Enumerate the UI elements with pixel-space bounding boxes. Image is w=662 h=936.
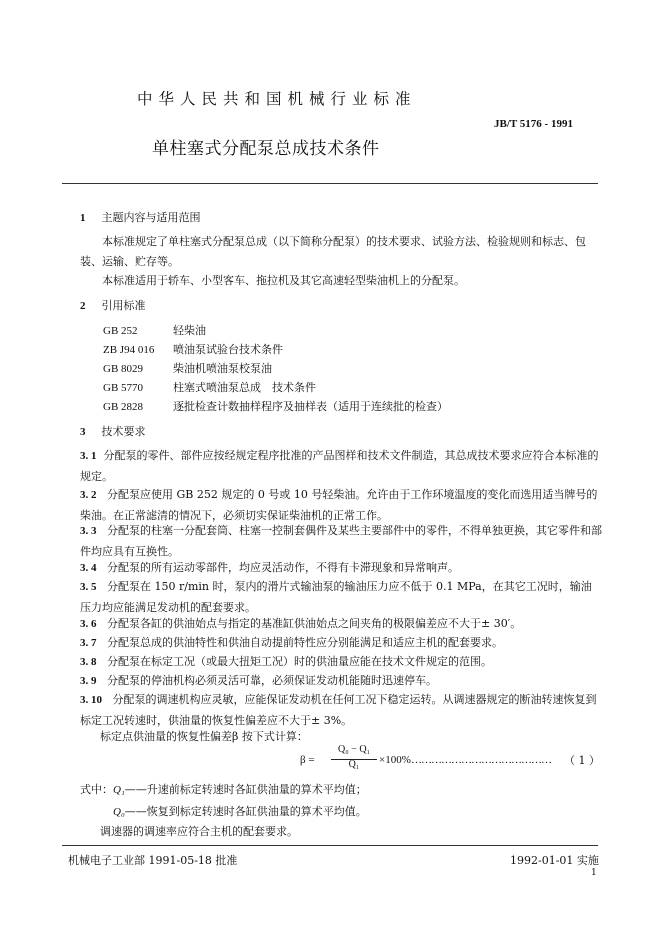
section-number: 1 [80, 212, 86, 224]
footer-divider [62, 845, 598, 846]
clause-3-3 [80, 521, 602, 561]
equation-number: （ 1 ） [564, 754, 600, 767]
formula-lhs: β = [300, 754, 315, 766]
section-1-paragraph-1: 本标准规定了单柱塞式分配泵总成（以下简称分配泵）的技术要求、试验方法、检验规则和标志、包装、运输、贮存等。 [80, 235, 586, 268]
standard-category-heading: 中华人民共和国机械行业标准 [137, 90, 417, 108]
clause-number: 3. 3 [80, 525, 97, 537]
where-line-1 [80, 780, 367, 800]
clause-text: 分配泵的停油机构必须灵活可靠，必须保证发动机能随时迅速停车。 [107, 674, 437, 687]
symbol-description: ——升速前标定转速时各缸供油量的算术平均值； [124, 783, 367, 796]
section-title: 主题内容与适用范围 [101, 211, 201, 224]
clause-text: 分配泵在标定工况（或最大扭矩工况）时的供油量应能在技术文件规定的范围。 [107, 655, 492, 668]
reference-item [103, 379, 316, 395]
document-title: 单柱塞式分配泵总成技术条件 [152, 139, 380, 159]
clause-3-8 [80, 652, 602, 673]
reference-title: 轻柴油 [173, 324, 206, 337]
clause-text: 分配泵的所有运动零部件，均应灵活动作，不得有卡滞现象和异常响声。 [107, 561, 459, 574]
section-2-heading [80, 297, 146, 313]
clause-text: 分配泵应使用 GB 252 规定的 0 号或 10 号轻柴油。允许由于工作环境温度的变化而选用适当牌号的柴油。在正常滤清的情况下，必须切实保证柴油机的正常工作。 [80, 488, 598, 522]
reference-item [103, 322, 206, 338]
effective-date: 1992-01-01 实施 [510, 854, 599, 867]
reference-code: ZB J94 016 [103, 344, 155, 356]
clause-3-7 [80, 633, 602, 654]
clause-text: 分配泵的柱塞一分配套筒、柱塞一控制套偶件及某些主要部件中的零件，不得单独更换，其它零件和部件均应具有互换性。 [80, 524, 602, 558]
clause-text: 分配泵各缸的供油始点与指定的基准缸供油始点之间夹角的极限偏差应不大于± 30′。 [107, 617, 522, 630]
section-number: 3 [80, 426, 86, 438]
clause-text: 分配泵总成的供油特性和供油自动提前特性应分别能满足和适应主机的配套要求。 [107, 636, 503, 649]
clause-text: 分配泵的调速机构应灵敏，应能保证发动机在任何工况下稳定运转。从调速器规定的断油转速恢复到标定工况转速时，供油量的恢复性偏差应不大于± 3%。 [80, 693, 597, 727]
reference-title: 柱塞式喷油泵总成 技术条件 [173, 381, 316, 394]
formula-leader-dots: …………………………………… [411, 754, 551, 766]
symbol: Q₁ [113, 784, 125, 796]
page-number: 1 [591, 868, 597, 878]
closing-statement: 调速器的调速率应符合主机的配套要求。 [100, 825, 298, 838]
reference-item [103, 360, 272, 376]
formula-fraction [331, 744, 377, 770]
clause-3-5 [80, 577, 602, 617]
section-1-paragraph-2: 本标准适用于轿车、小型客车、拖拉机及其它高速轻型柴油机上的分配泵。 [102, 274, 465, 287]
section-1-heading [80, 209, 201, 225]
reference-title: 柴油机喷油泵校泵油 [173, 362, 272, 375]
header-divider [62, 183, 598, 184]
section-number: 2 [80, 300, 86, 312]
clause-number: 3. 10 [80, 694, 102, 706]
reference-title: 喷油泵试验台技术条件 [173, 343, 283, 356]
clause-number: 3. 8 [80, 656, 97, 668]
section-title: 技术要求 [101, 425, 146, 438]
formula-denominator: Q₁ [348, 759, 360, 770]
clause-text: 分配泵的零件、部件应按经规定程序批准的产品图样和技术文件制造，其总成技术要求应符合本标准的规定。 [80, 449, 599, 483]
approval-line: 机械电子工业部 1991-05-18 批准 [68, 854, 238, 867]
standard-number: JB/T 5176 - 1991 [494, 118, 573, 130]
clause-number: 3. 2 [80, 489, 97, 501]
formula-factor: ×100% [379, 754, 411, 766]
clause-3-2 [80, 485, 602, 525]
reference-code: GB 8029 [103, 363, 144, 375]
reference-title: 逐批检查计数抽样程序及抽样表（适用于连续批的检查） [173, 400, 448, 413]
fraction-bar [331, 759, 377, 760]
where-line-2 [113, 802, 367, 822]
reference-code: GB 2828 [103, 401, 144, 413]
clause-number: 3. 6 [80, 618, 97, 630]
formula-intro: 标定点供油量的恢复性偏差β 按下式计算： [100, 730, 308, 743]
formula-numerator: Q₀ − Q₁ [337, 744, 371, 755]
reference-item [103, 398, 448, 414]
clause-3-1 [80, 446, 602, 486]
clause-number: 3. 1 [80, 450, 97, 462]
clause-number: 3. 5 [80, 581, 97, 593]
clause-number: 3. 7 [80, 637, 97, 649]
section-title: 引用标准 [101, 299, 146, 312]
clause-3-9 [80, 671, 602, 692]
clause-3-6 [80, 614, 602, 635]
clause-number: 3. 9 [80, 675, 97, 687]
clause-3-4 [80, 558, 602, 579]
where-label: 式中： [80, 783, 113, 796]
reference-code: GB 252 [103, 325, 138, 337]
section-3-heading [80, 423, 146, 439]
clause-text: 分配泵在 150 r/min 时，泵内的滑片式输油泵的输油压力应不低于 0.1 MPa，在其它工况时，输油压力均应能满足发动机的配套要求。 [80, 580, 592, 614]
clause-3-10 [80, 690, 602, 730]
symbol: Q₀ [113, 806, 125, 818]
clause-number: 3. 4 [80, 562, 97, 574]
reference-item [103, 341, 283, 357]
symbol-description: ——恢复到标定转速时各缸供油量的算术平均值。 [124, 805, 367, 818]
reference-code: GB 5770 [103, 382, 144, 394]
